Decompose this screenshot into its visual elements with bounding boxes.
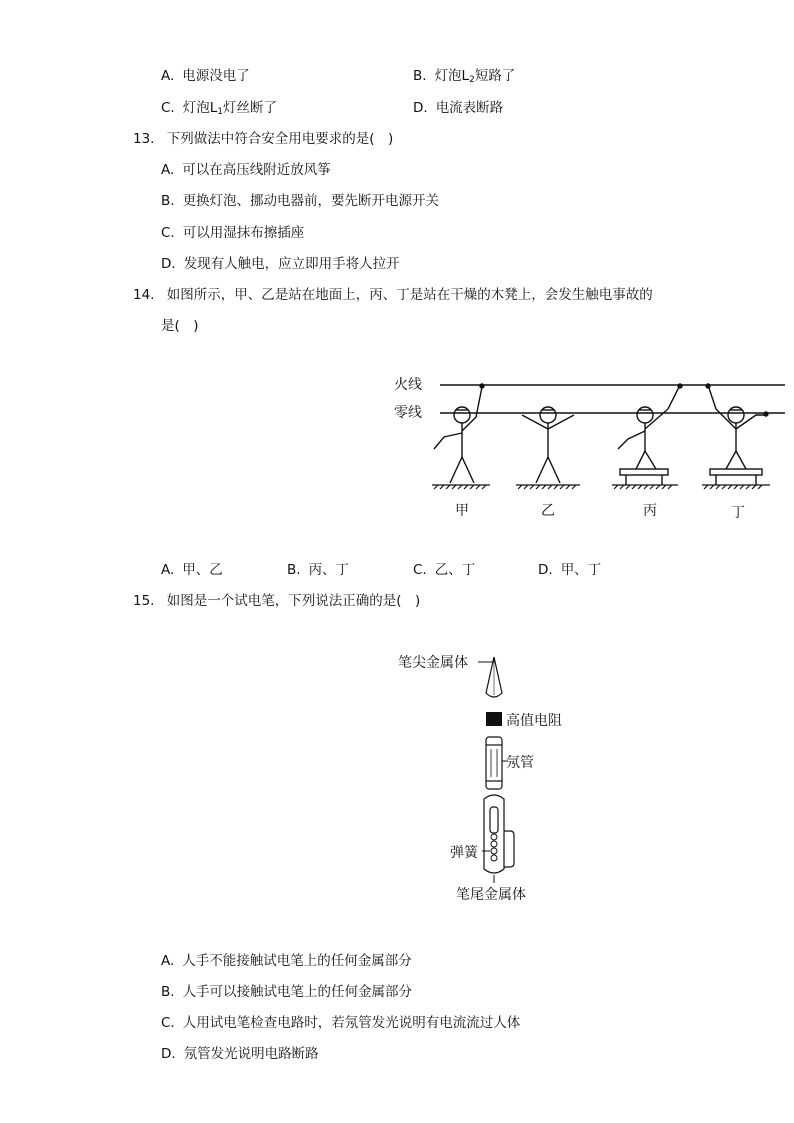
wooden-stool-bing [620, 469, 668, 485]
option-text: 人手可以接触试电笔上的任何金属部分 [182, 984, 413, 1000]
option-letter: B. [413, 68, 427, 84]
q12-option-a [161, 67, 250, 85]
option-text: 甲、丁 [560, 562, 602, 578]
person-label-ding: 丁 [731, 505, 745, 521]
q15-stem [133, 592, 420, 610]
person-label-yi: 乙 [541, 503, 555, 519]
q13-stem [133, 130, 393, 148]
question-number: 14. [133, 287, 155, 303]
live-wire-label: 火线 [394, 377, 422, 393]
option-letter: A. [161, 953, 175, 969]
shock-scenario-figure [390, 365, 790, 525]
person-yi [522, 407, 574, 483]
option-letter: B. [161, 193, 175, 209]
ground-ding [702, 485, 770, 489]
option-letter: C. [161, 225, 175, 241]
option-letter: D. [161, 256, 176, 272]
option-letter: B. [161, 984, 175, 1000]
option-text: 更换灯泡、挪动电器前，要先断开电源开关 [182, 193, 440, 209]
q13-option-d [161, 255, 400, 273]
q15-option-c [161, 1014, 520, 1032]
option-letter: C. [413, 562, 427, 578]
option-text: 人手不能接触试电笔上的任何金属部分 [182, 953, 412, 969]
q14-option-d [538, 561, 601, 579]
ground-jia [432, 485, 490, 489]
option-text: 灯泡L [182, 100, 218, 116]
option-text: 发现有人触电，应立即用手将人拉开 [183, 256, 400, 272]
option-letter: A. [161, 162, 175, 178]
q15-option-a [161, 952, 412, 970]
metal-tip [486, 657, 502, 697]
person-ding [706, 384, 768, 469]
person-bing [618, 384, 682, 469]
option-text: 丙、丁 [308, 562, 350, 578]
question-text: 如图是一个试电笔，下列说法正确的是( ) [166, 593, 421, 609]
option-text: 人用试电笔检查电路时，若氖管发光说明有电流流过人体 [182, 1015, 521, 1031]
neon-tube-label: 氖管 [506, 755, 534, 771]
person-label-jia: 甲 [455, 503, 469, 519]
q15-option-b [161, 983, 412, 1001]
q14-option-b [287, 561, 349, 579]
question-text: 是( ) [161, 318, 199, 334]
option-text: 可以在高压线附近放风筝 [182, 162, 331, 178]
option-letter: D. [538, 562, 553, 578]
question-text: 下列做法中符合安全用电要求的是( ) [166, 131, 394, 147]
option-letter: D. [161, 1046, 176, 1062]
option-text: 乙、丁 [434, 562, 476, 578]
q14-option-a [161, 561, 223, 579]
person-label-bing: 丙 [643, 503, 657, 519]
spring-label: 弹簧 [450, 845, 478, 861]
option-letter: B. [287, 562, 301, 578]
option-text: 氖管发光说明电路断路 [183, 1046, 319, 1062]
q14-stem [133, 286, 653, 304]
option-text: 灯丝断了 [222, 100, 277, 116]
question-text: 如图所示，甲、乙是站在地面上，丙、丁是站在干燥的木凳上，会发生触电事故的 [166, 287, 653, 303]
ground-yi [516, 485, 580, 489]
ground-bing [612, 485, 678, 489]
resistor-label: 高值电阻 [506, 713, 562, 729]
q12-option-d [413, 99, 503, 117]
question-number: 15. [133, 593, 155, 609]
option-text: 电源没电了 [182, 68, 250, 84]
pen-body [484, 795, 514, 873]
q12-option-c [161, 99, 277, 121]
q14-option-c [413, 561, 475, 579]
wooden-stool-ding [710, 469, 762, 485]
spring [491, 834, 497, 861]
neutral-wire-label: 零线 [394, 405, 422, 421]
option-letter: A. [161, 68, 175, 84]
question-number: 13. [133, 131, 155, 147]
q15-option-d [161, 1045, 319, 1063]
option-text: 可以用湿抹布擦插座 [182, 225, 305, 241]
high-value-resistor [486, 712, 502, 726]
tail-label: 笔尾金属体 [456, 887, 526, 903]
tip-label: 笔尖金属体 [398, 655, 468, 671]
person-jia [434, 384, 484, 483]
q12-option-b [413, 67, 515, 89]
subscript: 1 [217, 107, 223, 117]
subscript: 2 [469, 75, 475, 85]
option-text: 甲、乙 [182, 562, 223, 578]
q13-option-a [161, 161, 331, 179]
option-letter: D. [413, 100, 428, 116]
neon-tube [486, 737, 502, 789]
option-letter: C. [161, 100, 175, 116]
q13-option-b [161, 192, 439, 210]
test-pen-figure [390, 645, 590, 910]
option-text: 灯泡L [434, 68, 470, 84]
option-text: 电流表断路 [435, 100, 504, 116]
option-text: 短路了 [474, 68, 516, 84]
q13-option-c [161, 224, 304, 242]
q14-stem-continued [161, 317, 199, 335]
option-letter: C. [161, 1015, 175, 1031]
option-letter: A. [161, 562, 175, 578]
